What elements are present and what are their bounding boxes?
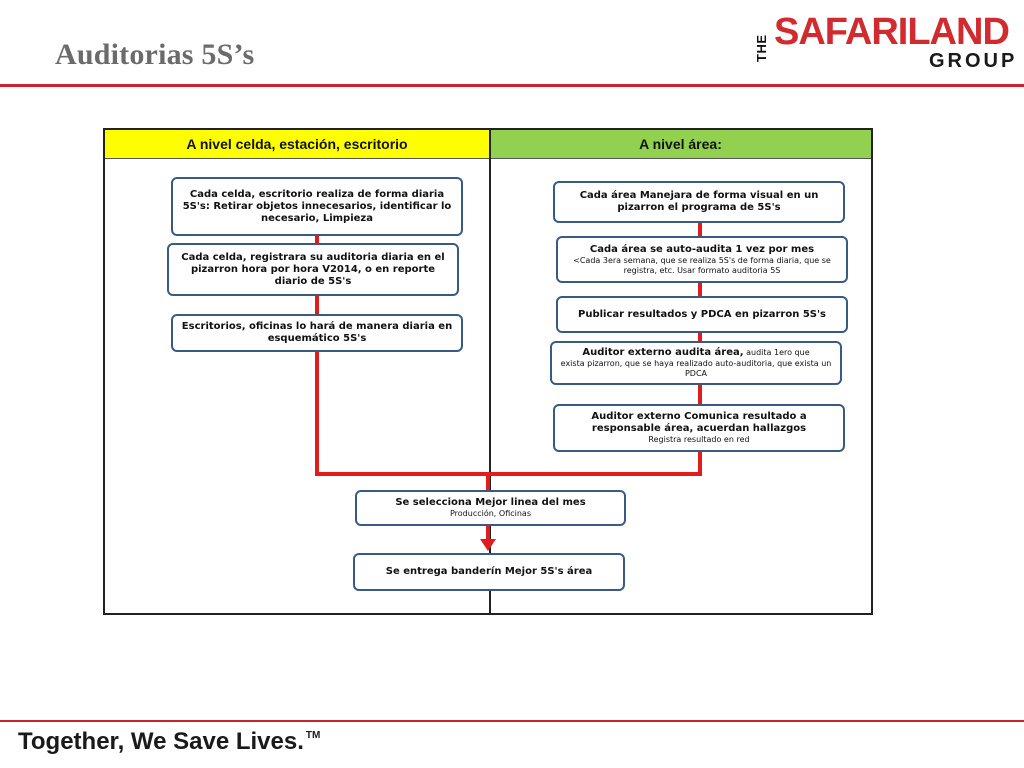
right-step-communicate-results-subtext: Registra resultado en red (648, 435, 750, 444)
footer-divider (0, 720, 1024, 722)
logo-the: THE (754, 34, 769, 62)
right-step-external-audit-subtext: exista pizarron, que se haya realizado auto-auditoria, que exista un PDCA (560, 359, 832, 378)
left-step-daily-5s (171, 177, 463, 236)
left-step-register-audit-text: Cada celda, registrara su auditoria diaria en el pizarron hora por hora V2014, o en reporte diario de 5S's (181, 251, 445, 287)
footer-tagline: Together, We Save Lives. ™ (18, 728, 321, 755)
header-right-level-area: A nivel área: (490, 130, 871, 159)
trademark-symbol: TM (305, 730, 321, 741)
logo-brand: SAFARILAND (774, 11, 1009, 53)
right-flow-line-2 (698, 282, 702, 296)
header-divider (0, 84, 1024, 87)
right-step-communicate-results-text: Auditor externo Comunica resultado a responsable área, acuerdan hallazgos (591, 411, 807, 434)
logo-group: GROUP (929, 50, 1018, 72)
left-flow-line-3 (315, 352, 319, 476)
right-flow-line-4 (698, 384, 702, 404)
right-step-self-audit-text: Cada área se auto-audita 1 vez por mes (589, 243, 815, 255)
left-flow-line-2 (315, 296, 319, 314)
right-step-self-audit-subtext: <Cada 3era semana, que se realiza 5S's de forma diaria, que se registra, etc. Usar formato auditoria 5S (573, 255, 831, 275)
right-flow-line-5 (698, 452, 702, 476)
right-flow-line-1 (698, 222, 702, 236)
center-flow-line-1 (486, 472, 490, 490)
flow-arrow-head (480, 539, 496, 551)
right-step-self-audit (556, 236, 848, 283)
right-step-visual-board-text: Cada área Manejara de forma visual en un pizarron el programa de 5S's (579, 190, 819, 213)
page-title: Auditorias 5S’s (55, 38, 255, 71)
company-logo (752, 10, 1022, 72)
right-step-communicate-results (553, 404, 845, 452)
center-step-deliver-banner-text: Se entrega banderín Mejor 5S's área (385, 566, 593, 577)
center-flow-line-2 (486, 526, 490, 540)
center-step-select-best-line-subtext: Producción, Oficinas (449, 509, 531, 518)
left-step-offices (171, 314, 463, 352)
right-step-external-audit-text: Auditor externo audita área, audita 1ero que (582, 347, 810, 358)
right-step-visual-board (553, 181, 845, 223)
flowchart-table (103, 128, 873, 615)
right-step-external-audit (550, 341, 842, 385)
right-step-publish-results (556, 296, 848, 333)
header-left-level-cell: A nivel celda, estación, escritorio (105, 130, 489, 159)
flow-merge-horizontal (315, 472, 699, 476)
center-step-deliver-banner (353, 553, 625, 591)
center-step-select-best-line (355, 490, 626, 526)
left-step-daily-5s-text: Cada celda, escritorio realiza de forma diaria 5S's: Retirar objetos innecesarios, identificar lo necesario, Limpieza (182, 188, 452, 224)
center-step-select-best-line-text: Se selecciona Mejor linea del mes (395, 497, 586, 508)
left-step-register-audit (167, 243, 459, 296)
right-step-publish-results-text: Publicar resultados y PDCA en pizarron 5S's (578, 308, 826, 320)
left-step-offices-text: Escritorios, oficinas lo hará de manera diaria en esquemático 5S's (181, 321, 453, 344)
